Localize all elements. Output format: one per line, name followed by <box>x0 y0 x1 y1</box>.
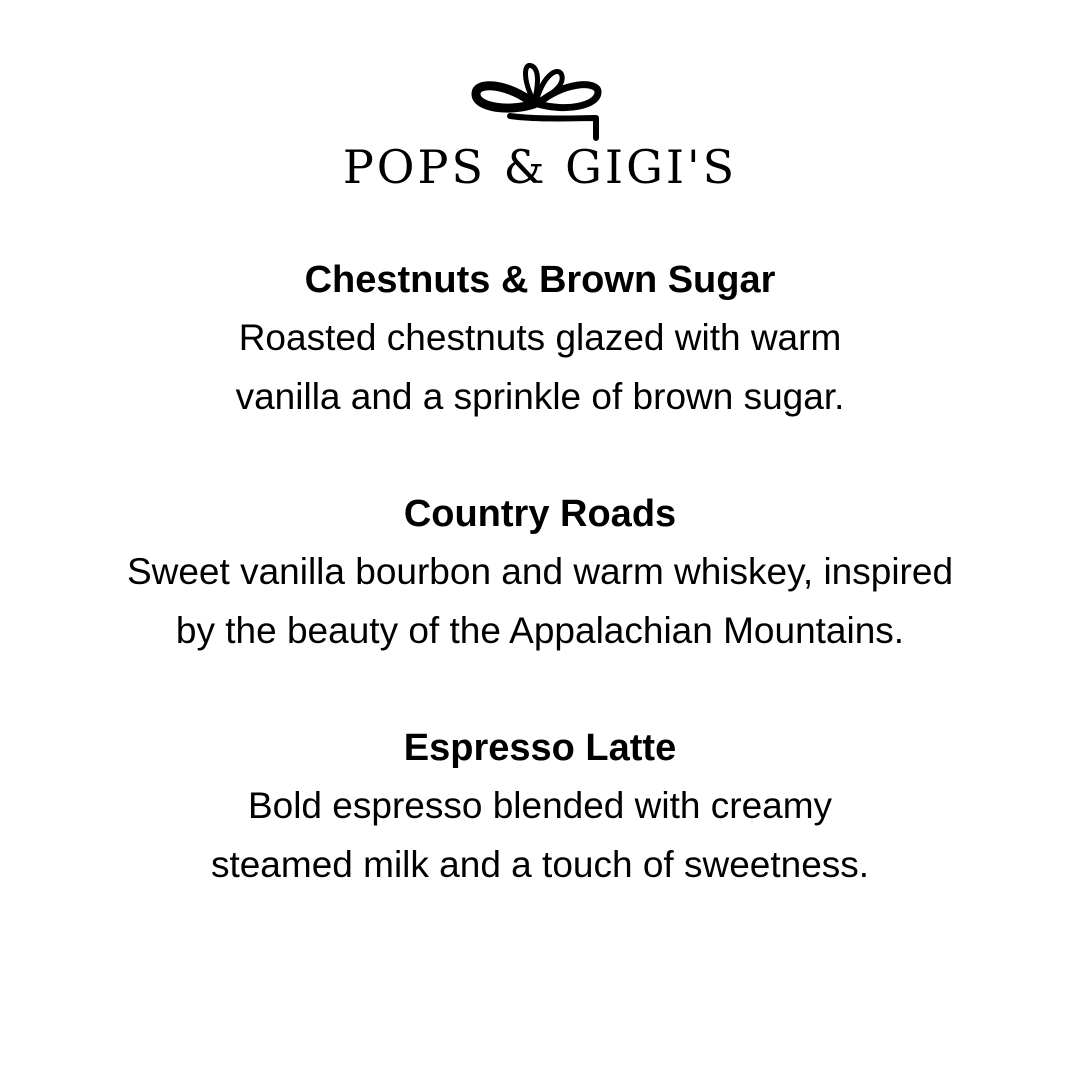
brand-header <box>0 58 1080 192</box>
list-item <box>0 486 1080 660</box>
item-description-line: Sweet vanilla bourbon and warm whiskey, inspired <box>126 551 954 592</box>
item-title: Country Roads <box>403 493 677 535</box>
item-description-line: steamed milk and a touch of sweetness. <box>210 844 870 885</box>
product-list <box>0 252 1080 954</box>
gift-bow-icon <box>470 58 610 142</box>
item-title: Espresso Latte <box>403 727 677 769</box>
item-description <box>0 776 1080 894</box>
list-item <box>0 720 1080 894</box>
list-item <box>0 252 1080 426</box>
item-description <box>0 542 1080 660</box>
item-description <box>0 308 1080 426</box>
item-description-line: vanilla and a sprinkle of brown sugar. <box>235 376 845 417</box>
item-description-line: Bold espresso blended with creamy <box>247 785 833 826</box>
item-title: Chestnuts & Brown Sugar <box>304 259 776 301</box>
item-description-line: by the beauty of the Appalachian Mountains. <box>175 610 905 651</box>
brand-name: POPS & GIGI'S <box>342 140 738 194</box>
item-description-line: Roasted chestnuts glazed with warm <box>238 317 842 358</box>
